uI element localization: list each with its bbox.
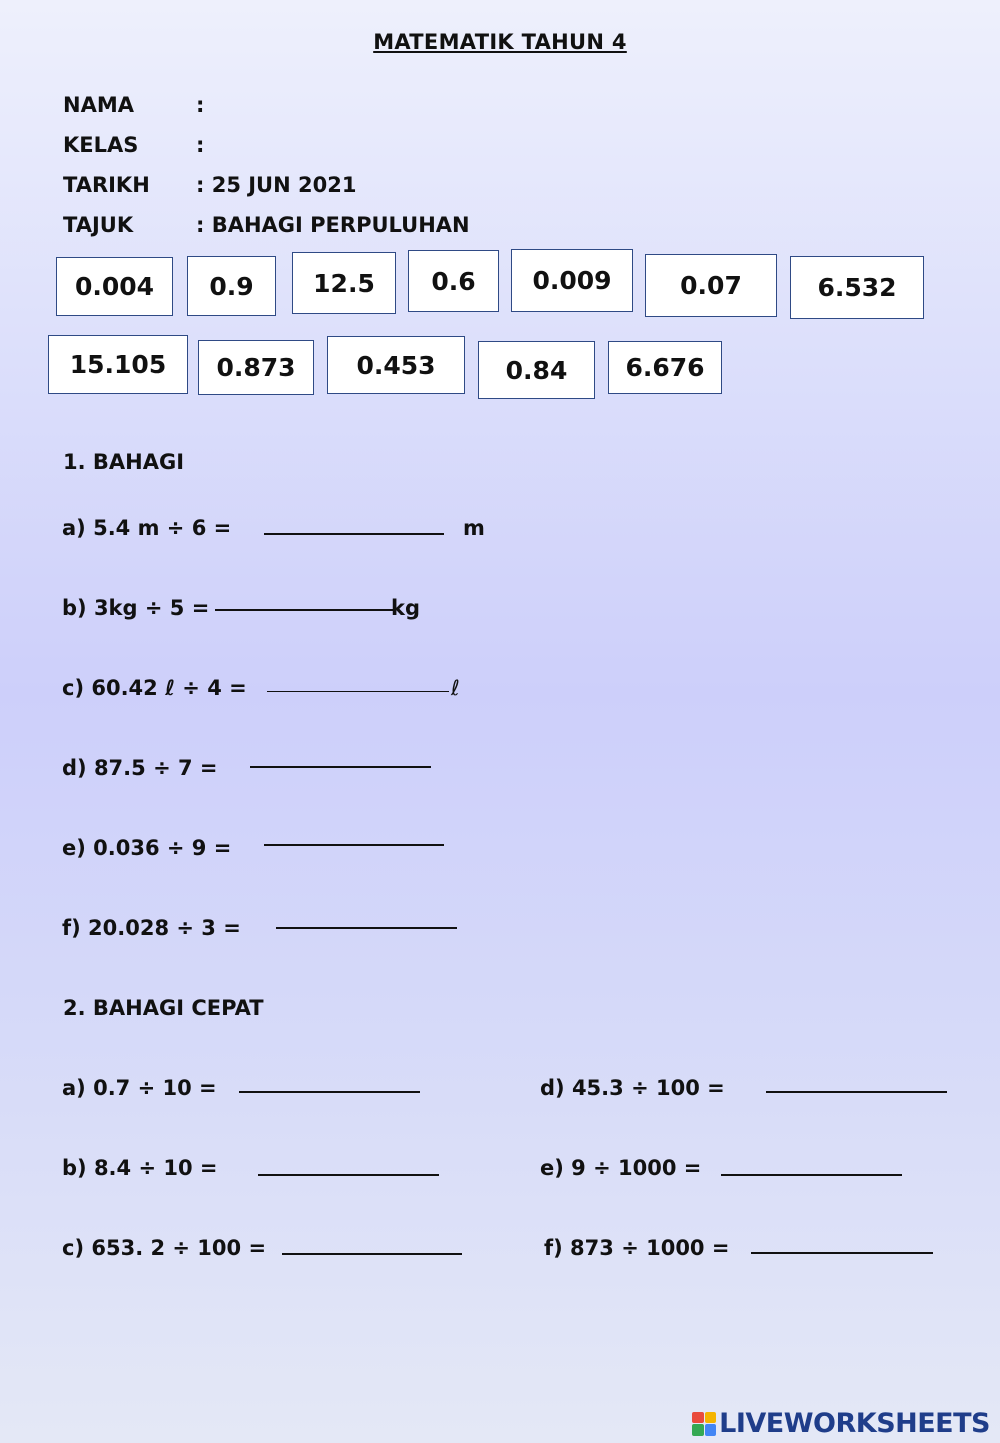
answer-card[interactable]: 6.532 bbox=[790, 256, 924, 319]
question-1e: e) 0.036 ÷ 9 = bbox=[62, 836, 232, 860]
answer-card[interactable]: 0.004 bbox=[56, 257, 173, 316]
question-2d: d) 45.3 ÷ 100 = bbox=[540, 1076, 725, 1100]
answer-blank-1c[interactable] bbox=[267, 691, 449, 692]
answer-blank-1b[interactable] bbox=[215, 609, 395, 611]
topic-label: TAJUK bbox=[63, 213, 134, 237]
unit-1a: m bbox=[463, 516, 485, 540]
answer-card[interactable]: 0.9 bbox=[187, 256, 276, 316]
question-1c: c) 60.42 ℓ ÷ 4 = bbox=[62, 676, 247, 700]
question-1f: f) 20.028 ÷ 3 = bbox=[62, 916, 241, 940]
question-1d: d) 87.5 ÷ 7 = bbox=[62, 756, 218, 780]
unit-1b: kg bbox=[391, 596, 420, 620]
answer-blank-1e[interactable] bbox=[264, 844, 444, 846]
answer-blank-2a[interactable] bbox=[239, 1091, 420, 1093]
answer-card[interactable]: 12.5 bbox=[292, 252, 396, 314]
section2-heading: 2. BAHAGI CEPAT bbox=[63, 996, 264, 1020]
question-1a: a) 5.4 m ÷ 6 = bbox=[62, 516, 232, 540]
answer-card[interactable]: 0.07 bbox=[645, 254, 777, 317]
answer-card[interactable]: 0.6 bbox=[408, 250, 499, 312]
question-2a: a) 0.7 ÷ 10 = bbox=[62, 1076, 217, 1100]
date-value: : 25 JUN 2021 bbox=[196, 173, 357, 197]
liveworksheets-logo bbox=[692, 1408, 990, 1439]
answer-card[interactable]: 6.676 bbox=[608, 341, 722, 394]
answer-card[interactable]: 0.453 bbox=[327, 336, 465, 394]
answer-blank-2e[interactable] bbox=[721, 1174, 902, 1176]
answer-blank-2b[interactable] bbox=[258, 1174, 439, 1176]
liveworksheets-logo-icon bbox=[692, 1412, 716, 1436]
answer-blank-1a[interactable] bbox=[264, 533, 444, 535]
answer-blank-2d[interactable] bbox=[766, 1091, 947, 1093]
question-2f: f) 873 ÷ 1000 = bbox=[544, 1236, 730, 1260]
question-2b: b) 8.4 ÷ 10 = bbox=[62, 1156, 218, 1180]
section1-heading: 1. BAHAGI bbox=[63, 450, 185, 474]
answer-blank-1d[interactable] bbox=[250, 766, 431, 768]
question-2e: e) 9 ÷ 1000 = bbox=[540, 1156, 702, 1180]
class-label: KELAS bbox=[63, 133, 139, 157]
question-2c: c) 653. 2 ÷ 100 = bbox=[62, 1236, 267, 1260]
answer-card[interactable]: 0.84 bbox=[478, 341, 595, 399]
question-1b: b) 3kg ÷ 5 = bbox=[62, 596, 210, 620]
class-value: : bbox=[196, 133, 205, 157]
liveworksheets-brand-text: LIVEWORKSHEETS bbox=[719, 1408, 990, 1439]
name-value: : bbox=[196, 93, 205, 117]
answer-card[interactable]: 0.009 bbox=[511, 249, 633, 312]
unit-1c: ℓ bbox=[451, 676, 460, 700]
answer-blank-1f[interactable] bbox=[276, 927, 457, 929]
topic-value: : BAHAGI PERPULUHAN bbox=[196, 213, 470, 237]
date-label: TARIKH bbox=[63, 173, 150, 197]
answer-blank-2f[interactable] bbox=[751, 1252, 933, 1254]
answer-blank-2c[interactable] bbox=[282, 1253, 462, 1255]
answer-card[interactable]: 15.105 bbox=[48, 335, 188, 394]
name-label: NAMA bbox=[63, 93, 134, 117]
page-title: MATEMATIK TAHUN 4 bbox=[373, 30, 627, 54]
answer-card[interactable]: 0.873 bbox=[198, 340, 314, 395]
